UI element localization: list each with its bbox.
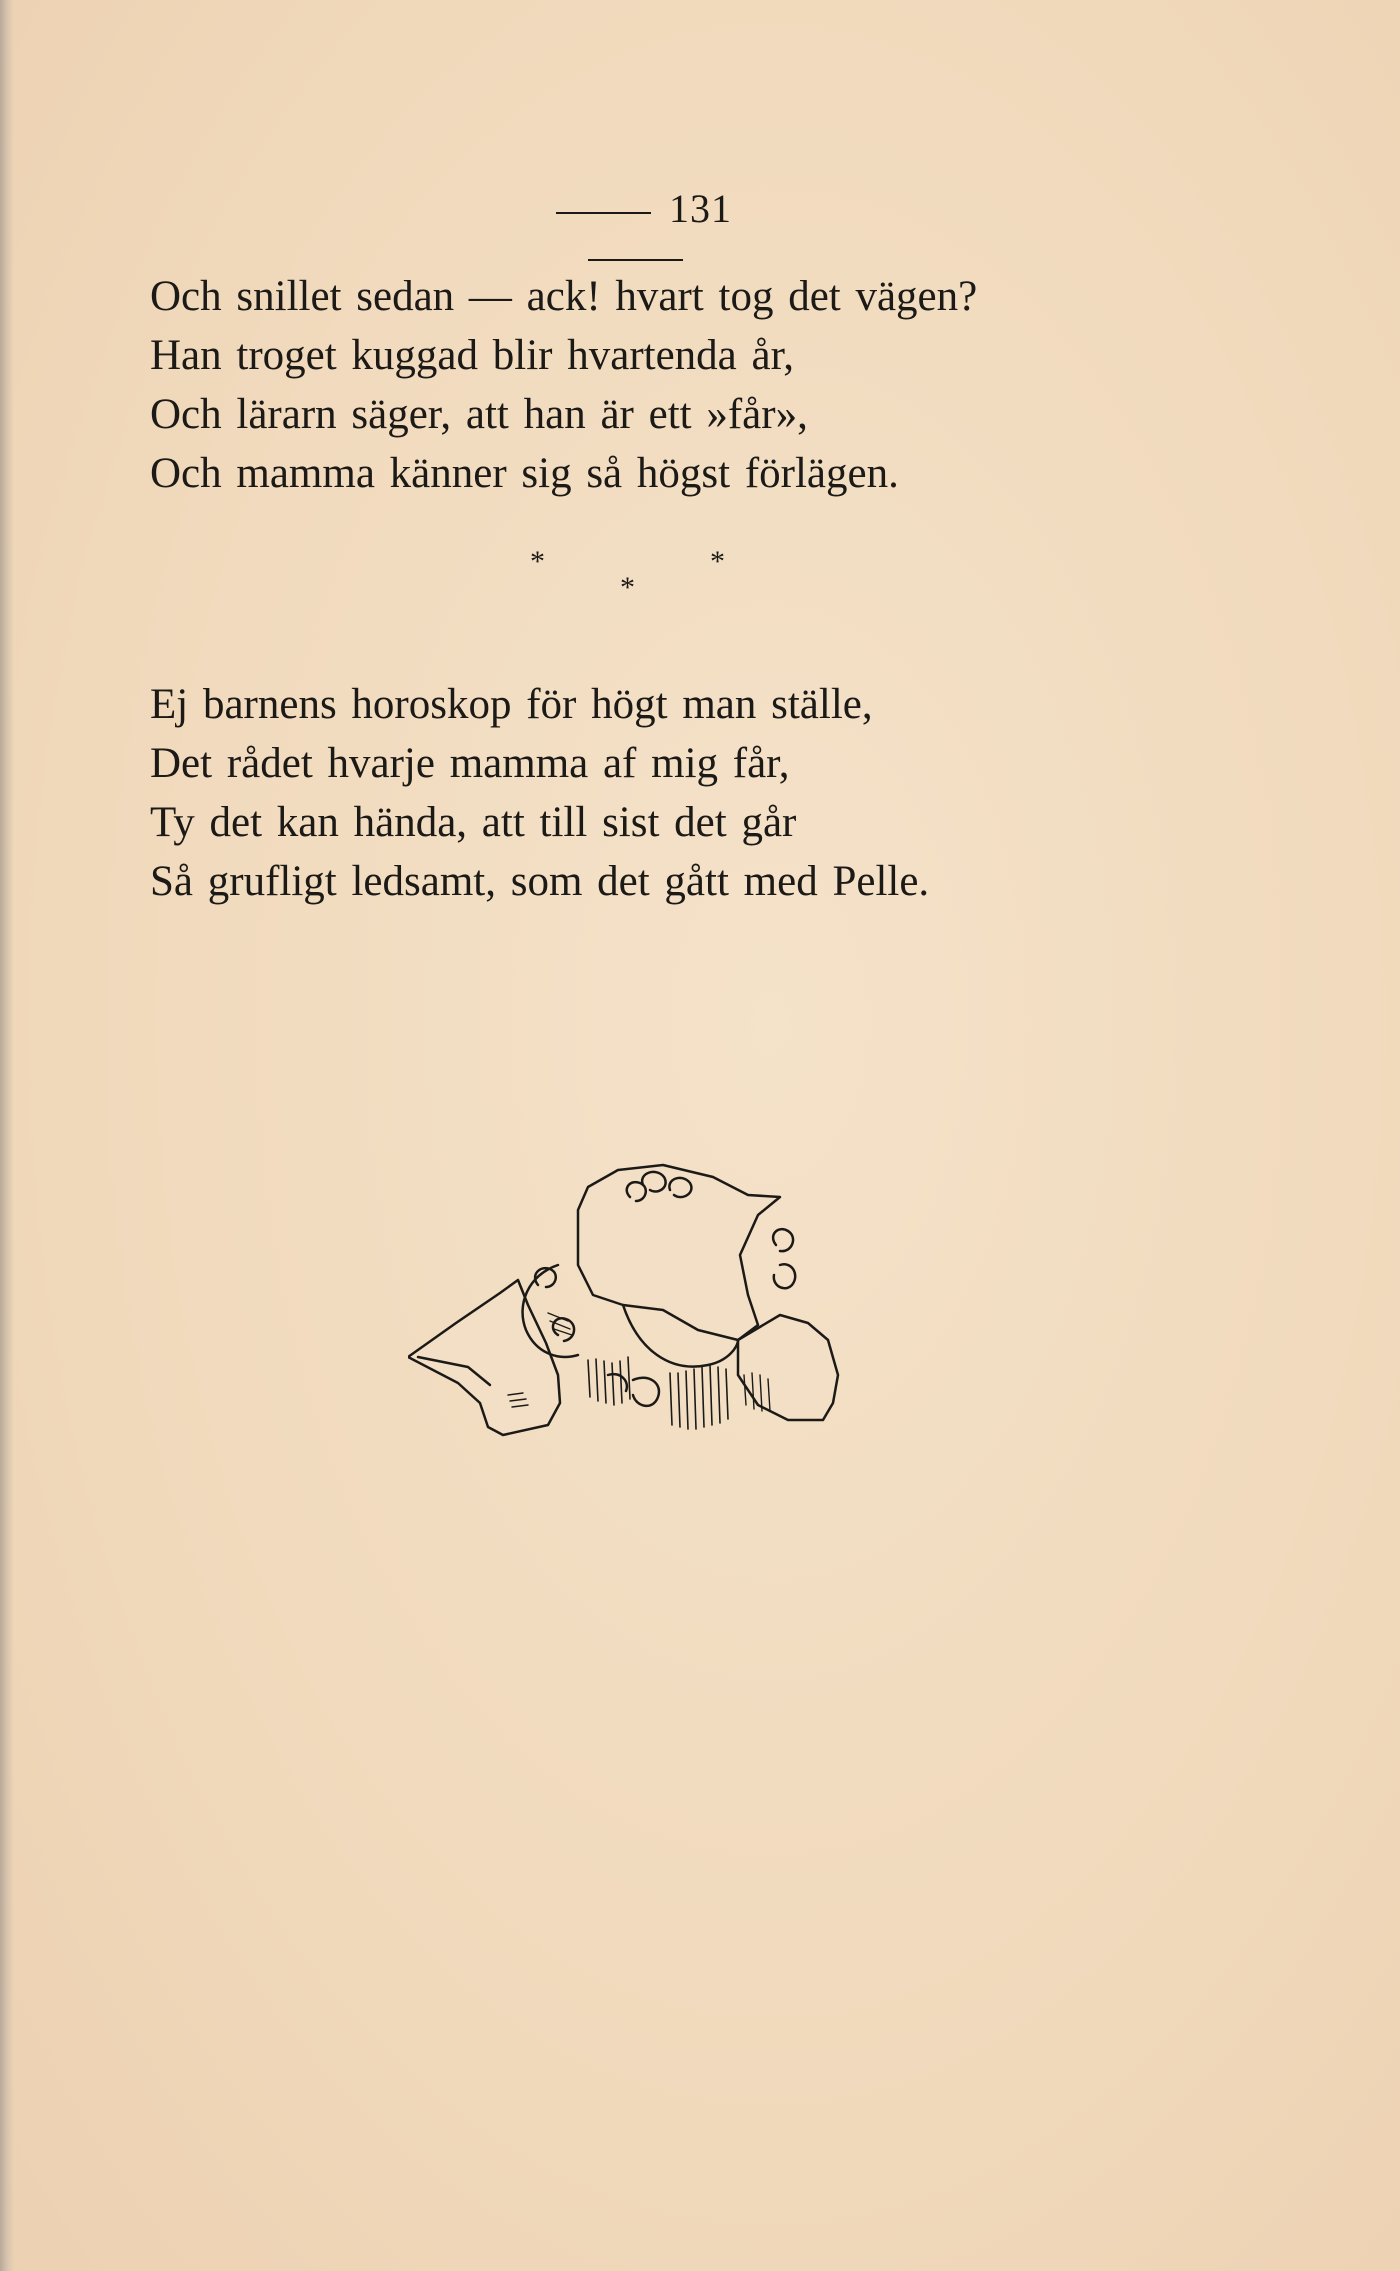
right-dash-rule — [588, 259, 683, 261]
stanza-2 — [150, 675, 1300, 911]
verse-line: Ty det kan hända, att till sist det går — [150, 799, 797, 846]
verse-line: Och mamma känner sig så högst förlägen. — [150, 450, 899, 497]
verse-line: Och lärarn säger, att han är ett »får», — [150, 391, 808, 438]
verse-line: Det rådet hvarje mamma af mig får, — [150, 740, 790, 787]
page-edge-shadow — [0, 0, 14, 2271]
decorative-vignette-illustration — [408, 1135, 848, 1455]
page-number: 131 — [669, 186, 732, 231]
asterisk: * — [530, 545, 545, 578]
stanza-1 — [150, 267, 1300, 503]
asterism-divider — [520, 545, 740, 615]
left-dash-rule — [556, 212, 651, 214]
verse-line: Så grufligt ledsamt, som det gått med Pelle. — [150, 858, 930, 905]
verse-line: Och snillet sedan — ack! hvart tog det vägen? — [150, 273, 978, 320]
verse-line: Ej barnens horoskop för högt man ställe, — [150, 681, 873, 728]
asterisk: * — [620, 571, 635, 604]
page-number-header — [485, 185, 785, 279]
asterisk: * — [710, 545, 725, 578]
verse-line: Han troget kuggad blir hvartenda år, — [150, 332, 794, 379]
